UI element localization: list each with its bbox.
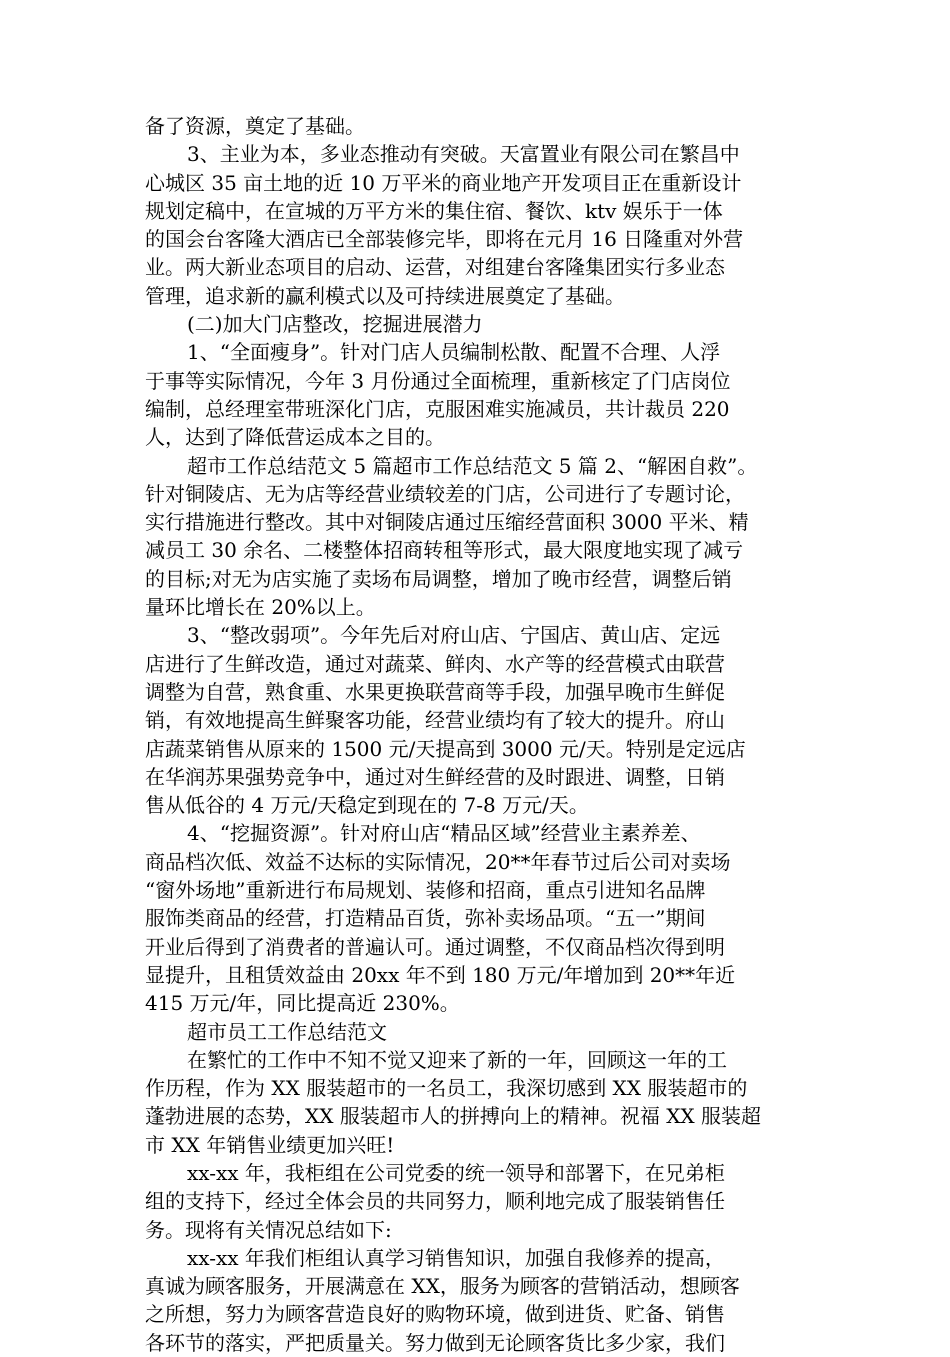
- text-line: 售从低谷的 4 万元/天稳定到现在的 7-8 万元/天。: [145, 793, 589, 818]
- text-line: (二)加大门店整改，挖掘进展潜力: [187, 312, 483, 337]
- text-line: 人，达到了降低营运成本之目的。: [145, 425, 445, 450]
- text-line: 针对铜陵店、无为店等经营业绩较差的门店，公司进行了专题讨论，: [145, 481, 745, 506]
- text-line: 各环节的落实，严把质量关。努力做到无论顾客货比多少家，我们: [145, 1330, 725, 1355]
- text-line: 3、“整改弱项”。今年先后对府山店、宁国店、黄山店、定远: [187, 623, 721, 648]
- text-line: 销，有效地提高生鲜聚客功能，经营业绩均有了较大的提升。府山: [145, 708, 725, 733]
- text-line: 减员工 30 余名、二楼整体招商转租等形式，最大限度地实现了减亏: [145, 538, 744, 563]
- text-line: 编制，总经理室带班深化门店，克服困难实施减员，共计裁员 220: [145, 396, 730, 421]
- text-line: 4、“挖掘资源”。针对府山店“精品区域”经营业主素养差、: [187, 821, 701, 846]
- text-line: 超市工作总结范文 5 篇超市工作总结范文 5 篇 2、“解困自救”。: [187, 453, 758, 478]
- text-line: 备了资源，奠定了基础。: [145, 114, 365, 138]
- text-line: 于事等实际情况，今年 3 月份通过全面梳理，重新核定了门店岗位: [145, 368, 731, 393]
- text-line: 在繁忙的工作中不知不觉又迎来了新的一年，回顾这一年的工: [187, 1047, 727, 1072]
- text-line: xx-xx 年我们柜组认真学习销售知识，加强自我修养的提高，: [187, 1245, 725, 1270]
- text-line: 显提升，且租赁效益由 20xx 年不到 180 万元/年增加到 20**年近: [145, 962, 736, 987]
- text-line: 真诚为顾客服务，开展满意在 XX，服务为顾客的营销活动，想顾客: [145, 1274, 740, 1299]
- text-line: 规划定稿中，在宣城的万平方米的集住宿、餐饮、ktv 娱乐于一体: [145, 198, 723, 223]
- text-line: 超市员工工作总结范文: [187, 1019, 387, 1044]
- text-line: 415 万元/年，同比提高近 230%。: [145, 991, 460, 1016]
- text-line: 1、“全面瘦身”。针对门店人员编制松散、配置不合理、人浮: [187, 340, 721, 365]
- text-line: 开业后得到了消费者的普遍认可。通过调整，不仅商品档次得到明: [145, 934, 725, 959]
- text-line: 作历程，作为 XX 服装超市的一名员工，我深切感到 XX 服装超市的: [145, 1076, 748, 1101]
- text-line: 务。现将有关情况总结如下:: [145, 1217, 392, 1242]
- text-line: 服饰类商品的经营，打造精品百货，弥补卖场品项。“五一”期间: [145, 906, 706, 931]
- text-line: 店蔬菜销售从原来的 1500 元/天提高到 3000 元/天。特别是定远店: [145, 736, 746, 761]
- text-line: 店进行了生鲜改造，通过对蔬菜、鲜肉、水产等的经营模式由联营: [145, 651, 725, 676]
- text-line: 调整为自营，熟食重、水果更换联营商等手段，加强早晚市生鲜促: [145, 679, 725, 704]
- text-line: “窗外场地”重新进行布局规划、装修和招商，重点引进知名品牌: [145, 878, 706, 903]
- text-line: 管理，追求新的赢利模式以及可持续进展奠定了基础。: [145, 283, 625, 308]
- text-line: 商品档次低、效益不达标的实际情况，20**年春节过后公司对卖场: [145, 849, 731, 874]
- text-line: 之所想，努力为顾客营造良好的购物环境，做到进货、贮备、销售: [145, 1302, 725, 1327]
- text-line: 业。两大新业态项目的启动、运营，对组建台客隆集团实行多业态: [145, 255, 725, 280]
- text-line: 心城区 35 亩土地的近 10 万平米的商业地产开发项目正在重新设计: [145, 170, 742, 195]
- text-line: 的目标;对无为店实施了卖场布局调整，增加了晚市经营，调整后销: [145, 566, 732, 591]
- text-line: 蓬勃进展的态势，XX 服装超市人的拼搏向上的精神。祝福 XX 服装超: [145, 1104, 762, 1129]
- document-body-text: [145, 112, 828, 1357]
- text-line: 的国会台客隆大酒店已全部装修完毕，即将在元月 16 日隆重对外营: [145, 227, 744, 252]
- text-line: 组的支持下，经过全体会员的共同努力，顺利地完成了服装销售任: [145, 1189, 725, 1214]
- text-line: xx-xx 年，我柜组在公司党委的统一领导和部署下，在兄弟柜: [187, 1160, 725, 1185]
- text-line: 在华润苏果强势竞争中，通过对生鲜经营的及时跟进、调整，日销: [145, 764, 725, 789]
- text-line: 量环比增长在 20%以上。: [145, 595, 376, 620]
- text-line: 3、主业为本，多业态推动有突破。天富置业有限公司在繁昌中: [187, 142, 740, 167]
- text-line: 实行措施进行整改。其中对铜陵店通过压缩经营面积 3000 平米、精: [145, 510, 749, 535]
- text-line: 市 XX 年销售业绩更加兴旺!: [145, 1132, 395, 1157]
